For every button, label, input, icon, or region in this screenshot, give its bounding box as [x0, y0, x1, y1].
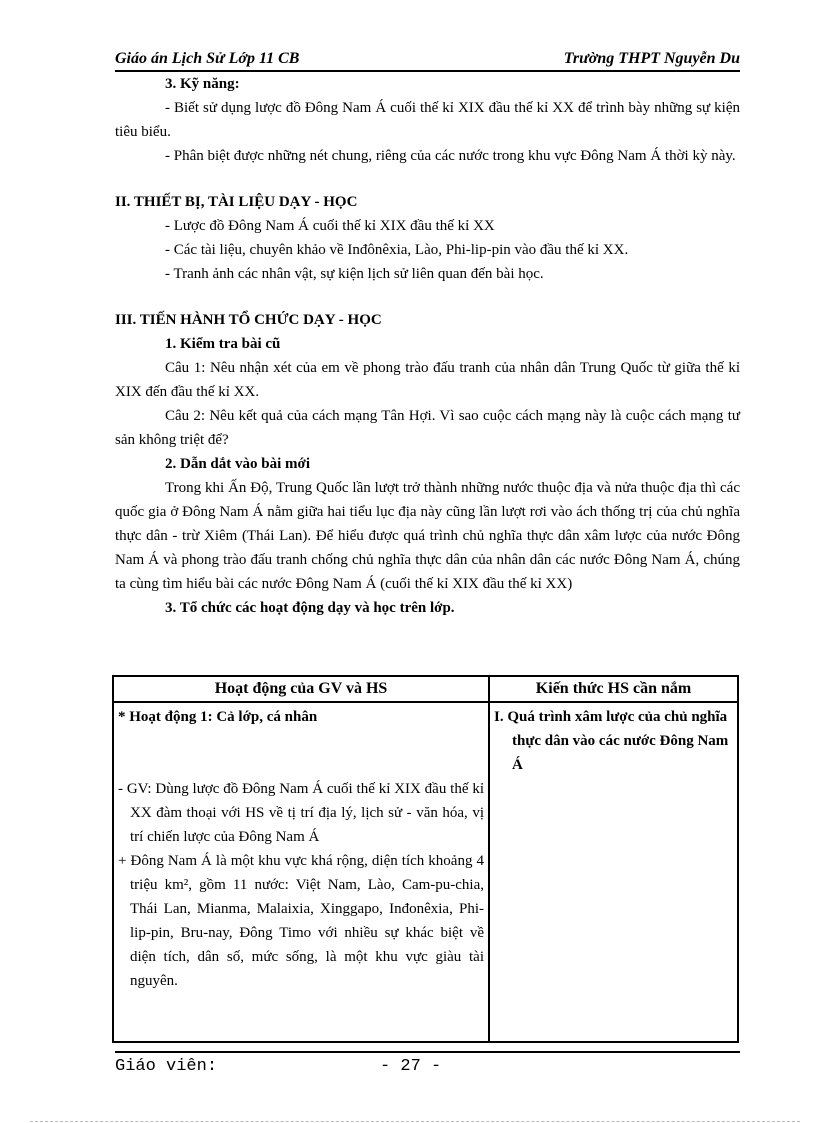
- review-question-1: Câu 1: Nêu nhận xét của em về phong trào đấu tranh của nhân dân Trung Quốc từ giữa thế kỉ XIX đến đầu thế kỉ XX.: [115, 360, 740, 400]
- section-3-heading: III. TIẾN HÀNH TỔ CHỨC DẠY - HỌC: [115, 312, 382, 328]
- review-question-2: Câu 2: Nêu kết quả của cách mạng Tân Hợi. Vì sao cuộc cách mạng này là cuộc cách mạng tư sản không triệt để?: [115, 408, 740, 448]
- knowledge-item-1: I. Quá trình xâm lược của chủ nghĩa thực dân vào các nước Đông Nam Á: [494, 709, 729, 773]
- lesson-content: [115, 72, 740, 620]
- southeast-asia-description: + Đông Nam Á là một khu vực khá rộng, diện tích khoảng 4 triệu km², gồm 11 nước: Việt Nam, Lào, Cam-pu-chia, Thái Lan, Mianma, Malaixia, Xinggapo, Inđonêxia, Phi-lip-pin, Bru-nay, Đông Timo với nhiều sự khác biệt về diện tích, dân số, mức sống, là một khu vực giàu tài nguyên.: [118, 853, 484, 989]
- activities-table: [112, 675, 739, 1043]
- section-2-heading: II. THIẾT BỊ, TÀI LIỆU DẠY - HỌC: [115, 194, 358, 210]
- header-school-name: Trường THPT Nguyễn Du: [563, 50, 740, 67]
- introduction-heading: 2. Dẫn dắt vào bài mới: [165, 456, 310, 472]
- knowledge-cell: [489, 702, 738, 1042]
- equipment-item: - Tranh ảnh các nhân vật, sự kiện lịch sử liên quan đến bài học.: [165, 266, 544, 282]
- page-bottom-divider: [30, 1121, 800, 1122]
- skills-item-2: - Phân biệt được những nét chung, riêng của các nước trong khu vực Đông Nam Á thời kỳ này.: [165, 148, 736, 164]
- header-course-title: Giáo án Lịch Sử Lớp 11 CB: [115, 50, 300, 67]
- skills-heading: 3. Kỹ năng:: [165, 76, 240, 92]
- introduction-paragraph: Trong khi Ấn Độ, Trung Quốc lần lượt trở thành những nước thuộc địa và nửa thuộc địa thì các quốc gia ở Đông Nam Á nằm giữa hai tiểu lục địa này cũng lần lượt rơi vào ách thống trị của chủ nghĩa thực dân - trừ Xiêm (Thái Lan). Để hiểu được quá trình chủ nghĩa thực dân xâm lược của nước Đông Nam Á và phong trào đấu tranh chống chủ nghĩa thực dân của nhân dân các nước Đông Nam Á, chúng ta cùng tìm hiểu bài các nước Đông Nam Á (cuối thế kỉ XIX đầu thế kỉ XX): [115, 480, 740, 592]
- equipment-item: - Các tài liệu, chuyên khảo về Inđônêxia, Lào, Phi-lip-pin vào đầu thế kỉ XX.: [165, 242, 629, 258]
- equipment-item: - Lược đồ Đông Nam Á cuối thế kỉ XIX đầu thế kỉ XX: [165, 218, 495, 234]
- column-header-knowledge: Kiến thức HS cần nắm: [489, 676, 738, 702]
- page-number: - 27 -: [380, 1057, 442, 1076]
- page-footer: [115, 1051, 740, 1076]
- footer-teacher-label: Giáo viên:: [115, 1057, 218, 1076]
- column-header-activities: Hoạt động của GV và HS: [113, 676, 489, 702]
- page-header: [115, 48, 740, 72]
- skills-item-1: - Biết sử dụng lược đồ Đông Nam Á cuối thế kỉ XIX đầu thế kỉ XX để trình bày những sự kiện tiêu biểu.: [115, 100, 740, 140]
- review-heading: 1. Kiểm tra bài cũ: [165, 336, 281, 352]
- activity-1-title: * Hoạt động 1: Cả lớp, cá nhân: [118, 709, 318, 725]
- table-header-row: [113, 676, 738, 702]
- activities-heading: 3. Tổ chức các hoạt động dạy và học trên lớp.: [165, 600, 455, 616]
- table-row: [113, 702, 738, 1042]
- activities-cell: [113, 702, 489, 1042]
- teacher-instruction: - GV: Dùng lược đồ Đông Nam Á cuối thế kỉ XIX đầu thế kỉ XX đàm thoại với HS về tị trí địa lý, lịch sử - văn hóa, vị trí chiến lược của Đông Nam Á: [118, 781, 484, 845]
